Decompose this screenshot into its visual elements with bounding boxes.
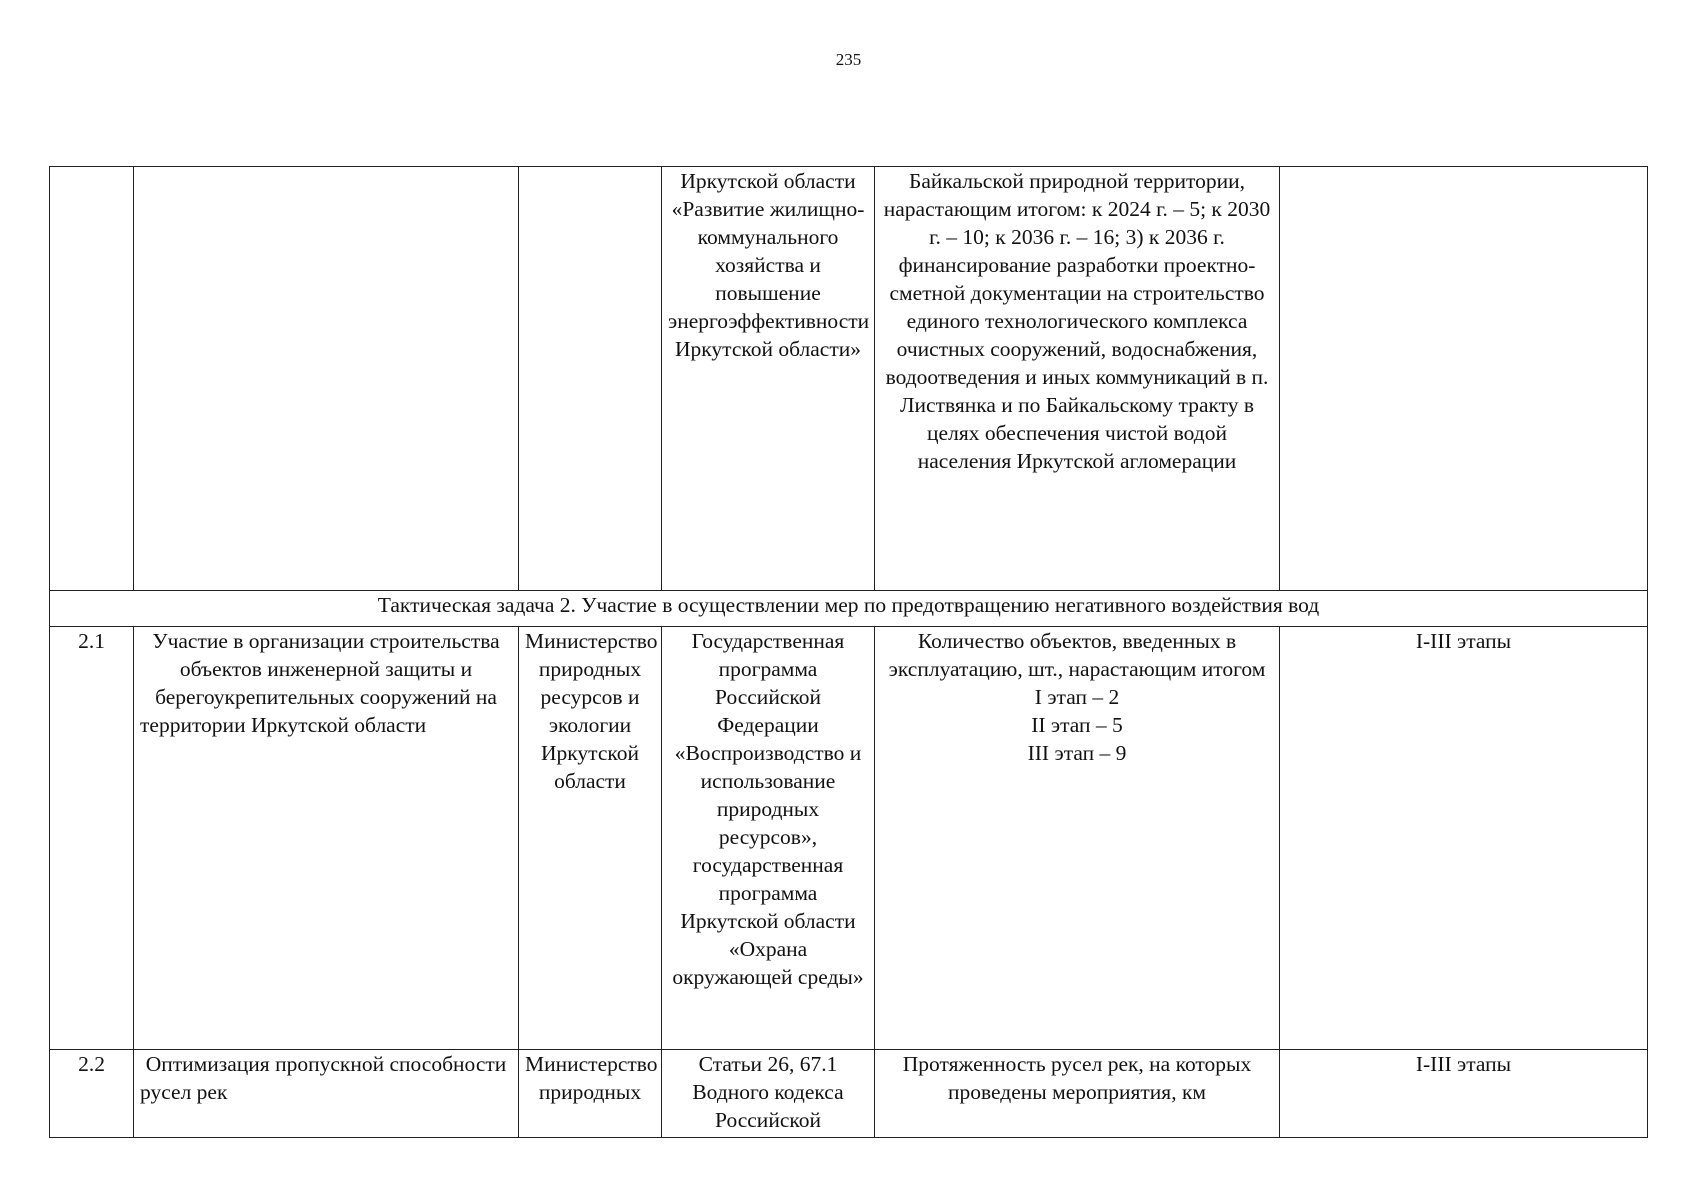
measure-cell: Оптимизация пропускной способности русел рек — [134, 1050, 519, 1138]
continuation-row — [50, 167, 1648, 591]
measures-table — [49, 166, 1648, 1138]
indicator-cell: Протяженность русел рек, на которых проведены мероприятия, км — [875, 1050, 1280, 1138]
cell-indicator: Байкальской природной территории, нарастающим итогом: к 2024 г. – 5; к 2030 г. – 10; к 2036 г. – 16; 3) к 2036 г. финансирование разработки проектно-сметной документации на строительство единого технологического комплекса очистных сооружений, водоснабжения, водоотведения и иных коммуникаций в п. Листвянка и по Байкальскому тракту в целях обеспечения чистой водой населения Иркутской агломерации — [875, 167, 1280, 591]
stage-value: II этап – 5 — [1031, 713, 1123, 737]
executor-cell: Министерство природных ресурсов и экологии Иркутской области — [519, 627, 662, 1050]
task-heading-row — [50, 591, 1648, 627]
indicator-text: Количество объектов, введенных в эксплуатацию, шт., нарастающим итогом — [888, 629, 1266, 681]
cell-num-empty — [50, 167, 134, 591]
period-cell: I-III этапы — [1280, 627, 1648, 1050]
cell-program: Иркутской области «Развитие жилищно-коммунального хозяйства и повышение энергоэффективности Иркутской области» — [662, 167, 875, 591]
table-row — [50, 1050, 1648, 1138]
stage-value: I этап – 2 — [1034, 685, 1120, 709]
period-cell: I-III этапы — [1280, 1050, 1648, 1138]
indicator-stages — [881, 683, 1273, 767]
stage-value: III этап – 9 — [1027, 741, 1127, 765]
program-cell: Статьи 26, 67.1 Водного кодекса Российской — [662, 1050, 875, 1138]
table-row — [50, 627, 1648, 1050]
row-number: 2.2 — [50, 1050, 134, 1138]
row-number: 2.1 — [50, 627, 134, 1050]
program-cell: Государственная программа Российской Федерации «Воспроизводство и использование природных ресурсов», государственная программа Иркутской области «Охрана окружающей среды» — [662, 627, 875, 1050]
cell-measure-empty — [134, 167, 519, 591]
page-number: 235 — [835, 50, 862, 69]
cell-executor-empty — [519, 167, 662, 591]
task-heading: Тактическая задача 2. Участие в осуществлении мер по предотвращению негативного воздействия вод — [50, 591, 1648, 627]
measure-cell: Участие в организации строительства объектов инженерной защиты и берегоукрепительных сооружений на территории Иркутской области — [134, 627, 519, 1050]
cell-period-empty — [1280, 167, 1648, 591]
indicator-cell — [875, 627, 1280, 1050]
executor-cell: Министерство природных — [519, 1050, 662, 1138]
